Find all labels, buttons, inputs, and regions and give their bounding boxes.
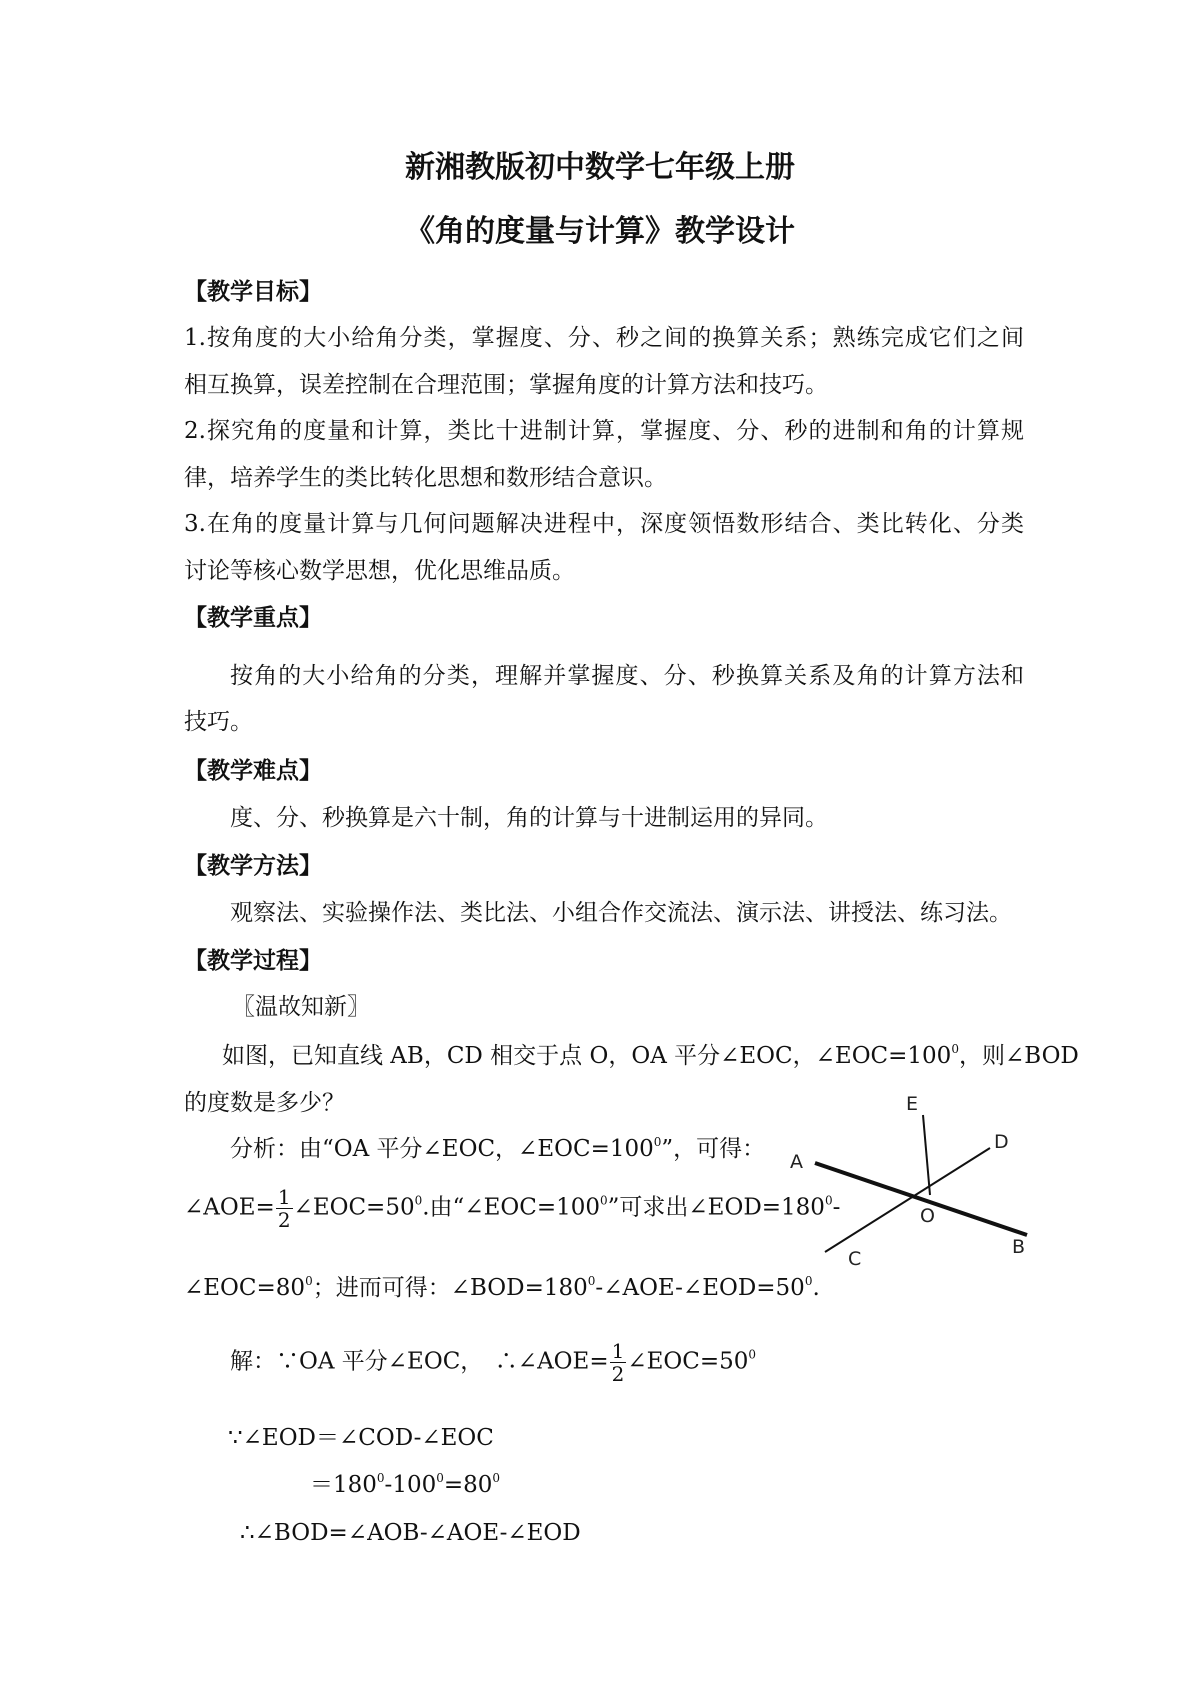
fraction-denominator: 2: [277, 1208, 291, 1232]
analysis-text-a: 分析：由“OA 平分∠EOC，∠EOC=100: [230, 1136, 654, 1162]
goals-heading: 【教学目标】: [184, 278, 322, 305]
key-points-line-2: 技巧。: [184, 709, 253, 735]
methods-line-1: 观察法、实验操作法、类比法、小组合作交流法、演示法、讲授法、练习法。: [230, 900, 1012, 926]
intersecting-lines-figure: [790, 1090, 1040, 1280]
degree-sign: 0: [600, 1193, 608, 1208]
label-b: B: [1012, 1236, 1026, 1258]
solution-line-1: [230, 1340, 756, 1385]
analysis-line-3: [184, 1273, 820, 1303]
analysis-text-b: ”，可得：: [661, 1136, 766, 1162]
label-e: E: [906, 1093, 919, 1115]
fraction-numerator: 1: [277, 1185, 291, 1209]
key-points-line-1: 按角的大小给角的分类，理解并掌握度、分、秒换算关系及角的计算方法和: [230, 663, 1024, 689]
goal-3-line-2: 讨论等核心数学思想，优化思维品质。: [184, 558, 575, 584]
goal-2-line-2: 律，培养学生的类比转化思想和数形结合意识。: [184, 465, 667, 491]
methods-heading: 【教学方法】: [184, 852, 322, 879]
analysis-text-i: ；进而可得：∠BOD=180: [312, 1275, 588, 1301]
label-o: O: [920, 1205, 935, 1227]
analysis-text-e: .由“∠EOC=100: [422, 1194, 601, 1221]
difficulties-line-1: 度、分、秒换算是六十制，角的计算与十进制运用的异同。: [230, 805, 828, 831]
solution-text-d: -100: [384, 1472, 437, 1498]
question-text-b: ，则∠BOD: [958, 1043, 1079, 1069]
degree-sign: 0: [305, 1274, 313, 1288]
goal-1-line-2: 相互换算，误差控制在合理范围；掌握角度的计算方法和技巧。: [184, 372, 828, 398]
goal-3-line-1: 3.在角的度量计算与几何问题解决进程中，深度领悟数形结合、类比转化、分类: [184, 511, 1024, 537]
solution-text-b: ∠EOC=50: [627, 1348, 749, 1375]
doc-subtitle: 《角的度量与计算》教学设计: [405, 214, 795, 249]
fraction-one-half: [610, 1340, 627, 1385]
solution-text-e: =80: [443, 1472, 493, 1498]
analysis-line-1: [230, 1134, 765, 1164]
label-d: D: [994, 1131, 1009, 1153]
process-heading: 【教学过程】: [184, 947, 322, 974]
doc-title: 新湘教版初中数学七年级上册: [405, 150, 795, 185]
question-line-2: 的度数是多少？: [184, 1090, 345, 1116]
analysis-text-c: ∠AOE=: [184, 1194, 275, 1221]
analysis-text-f: ”可求出∠EOD=180: [607, 1194, 825, 1221]
label-a: A: [790, 1151, 803, 1173]
analysis-text-k: .: [812, 1275, 820, 1301]
analysis-text-h: ∠EOC=80: [184, 1275, 306, 1301]
degree-sign: 0: [653, 1135, 662, 1149]
label-c: C: [848, 1248, 862, 1270]
ray-oe: [923, 1115, 930, 1195]
analysis-text-d: ∠EOC=50: [293, 1194, 415, 1221]
solution-text-a: 解：∵OA 平分∠EOC， ∴∠AOE=: [230, 1348, 609, 1375]
degree-sign: 0: [748, 1347, 757, 1362]
analysis-line-2: [184, 1186, 840, 1231]
key-points-heading: 【教学重点】: [184, 604, 322, 631]
degree-sign: 0: [492, 1471, 501, 1485]
difficulties-heading: 【教学难点】: [184, 757, 322, 784]
degree-sign: 0: [376, 1471, 385, 1485]
question-line-1: [222, 1041, 1079, 1071]
fraction-one-half: [276, 1186, 293, 1231]
analysis-text-j: -∠AOE-∠EOD=50: [595, 1275, 805, 1301]
degree-sign: 0: [414, 1193, 423, 1208]
solution-text-c: ＝180: [310, 1472, 377, 1498]
solution-line-2: ∵∠EOD＝∠COD-∠EOC: [228, 1425, 494, 1451]
solution-line-4: ∴∠BOD=∠AOB-∠AOE-∠EOD: [240, 1520, 581, 1546]
process-section-title: 〖温故知新〗: [232, 994, 370, 1020]
degree-sign: 0: [824, 1193, 833, 1208]
fraction-denominator: 2: [611, 1362, 625, 1386]
goal-2-line-1: 2.探究角的度量和计算，类比十进制计算，掌握度、分、秒的进制和角的计算规: [184, 418, 1024, 444]
question-text-a: 如图，已知直线 AB，CD 相交于点 O，OA 平分∠EOC，∠EOC=100: [222, 1043, 952, 1069]
degree-sign: 0: [436, 1471, 444, 1485]
degree-sign: 0: [951, 1042, 959, 1056]
solution-line-3: [310, 1470, 500, 1500]
goal-1-line-1: 1.按角度的大小给角分类，掌握度、分、秒之间的换算关系；熟练完成它们之间: [184, 325, 1024, 351]
degree-sign: 0: [804, 1274, 813, 1288]
line-cd: [825, 1148, 990, 1252]
analysis-text-g: -: [832, 1194, 841, 1221]
fraction-numerator: 1: [611, 1339, 625, 1363]
degree-sign: 0: [587, 1274, 596, 1288]
